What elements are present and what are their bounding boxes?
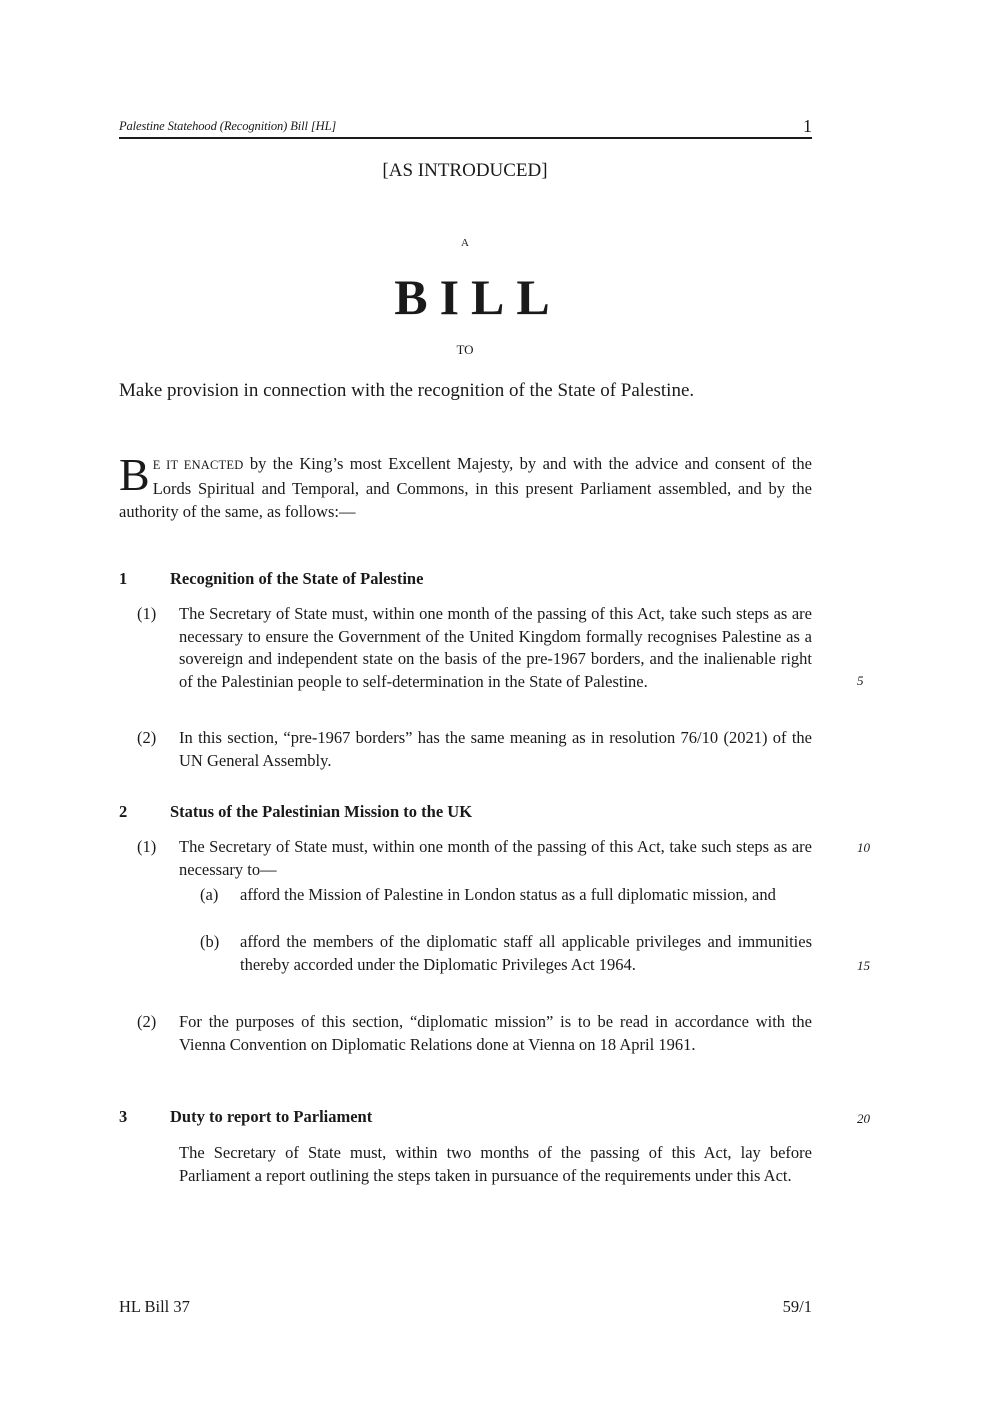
- section-1-heading: [119, 569, 423, 589]
- to-label: TO: [456, 342, 474, 357]
- section-number: 1: [119, 569, 128, 588]
- subsection-label: (1): [137, 604, 157, 623]
- section-1-subsection-2: [137, 727, 812, 772]
- section-2-subsection-1: [137, 836, 812, 881]
- section-3-heading: [119, 1107, 372, 1127]
- print-reference: 59/1: [782, 1297, 812, 1316]
- running-title: Palestine Statehood (Recognition) Bill [HL]: [119, 119, 337, 133]
- bill-status: [AS INTRODUCED]: [382, 160, 548, 181]
- section-1-subsection-1: [137, 603, 812, 693]
- line-number: 10: [857, 840, 870, 855]
- section-number: 2: [119, 802, 128, 821]
- section-title: Recognition of the State of Palestine: [170, 569, 424, 588]
- section-text: The Secretary of State must, within two months of the passing of this Act, lay before Parliament a report outlining the steps taken in pursuance of the requirements under this Act.: [179, 1143, 812, 1185]
- subsection-label: (2): [137, 728, 157, 747]
- section-title: Duty to report to Parliament: [170, 1107, 373, 1126]
- section-2-subsection-2: [137, 1011, 812, 1056]
- a-label: A: [461, 237, 469, 249]
- paragraph-label: (b): [200, 932, 220, 951]
- section-2-paragraph-a: [200, 884, 812, 907]
- section-3-body: [137, 1142, 812, 1187]
- subsection-text: The Secretary of State must, within one month of the passing of this Act, take such steps as are necessary to ensure the Government of the United Kingdom formally recognises Palestine as a sovereign and independent state on the basis of the pre-1967 borders, and the inalienable right of the Palestinian people to self-determination in the State of Palestine.: [179, 604, 812, 691]
- line-number: 20: [857, 1111, 870, 1126]
- section-2-paragraph-b: [200, 931, 812, 976]
- enacting-text: by the King’s most Excellent Majesty, by and with the advice and consent of the Lords Spiritual and Temporal, and Commons, in this present Parliament assembled, and by the authority of the same, as follows:—: [119, 454, 813, 521]
- line-number: 5: [857, 673, 864, 688]
- subsection-label: (1): [137, 837, 157, 856]
- line-number: 15: [857, 958, 870, 973]
- subsection-label: (2): [137, 1012, 157, 1031]
- subsection-text: In this section, “pre-1967 borders” has the same meaning as in resolution 76/10 (2021) of the UN General Assembly.: [179, 728, 812, 770]
- section-2-heading: [119, 802, 472, 822]
- section-number: 3: [119, 1107, 128, 1126]
- enacting-smallcaps: E IT ENACTED: [152, 458, 244, 472]
- paragraph-text: afford the members of the diplomatic staff all applicable privileges and immunities thereby accorded under the Diplomatic Privileges Act 1964.: [240, 932, 812, 974]
- long-title: Make provision in connection with the recognition of the State of Palestine.: [119, 380, 695, 401]
- subsection-text: For the purposes of this section, “diplomatic mission” is to be read in accordance with the Vienna Convention on Diplomatic Relations done at Vienna on 18 April 1961.: [179, 1012, 812, 1054]
- section-title: Status of the Palestinian Mission to the UK: [170, 802, 473, 821]
- paragraph-label: (a): [200, 885, 219, 904]
- paragraph-text: afford the Mission of Palestine in London status as a full diplomatic mission, and: [240, 885, 776, 904]
- subsection-text: The Secretary of State must, within one month of the passing of this Act, take such steps as are necessary to—: [179, 837, 812, 879]
- enacting-formula: [119, 449, 813, 523]
- running-header: [119, 117, 812, 139]
- bill-heading: BILL: [394, 269, 562, 325]
- bill-reference: HL Bill 37: [119, 1297, 190, 1316]
- drop-cap: B: [119, 449, 150, 500]
- page-number: 1: [803, 116, 812, 136]
